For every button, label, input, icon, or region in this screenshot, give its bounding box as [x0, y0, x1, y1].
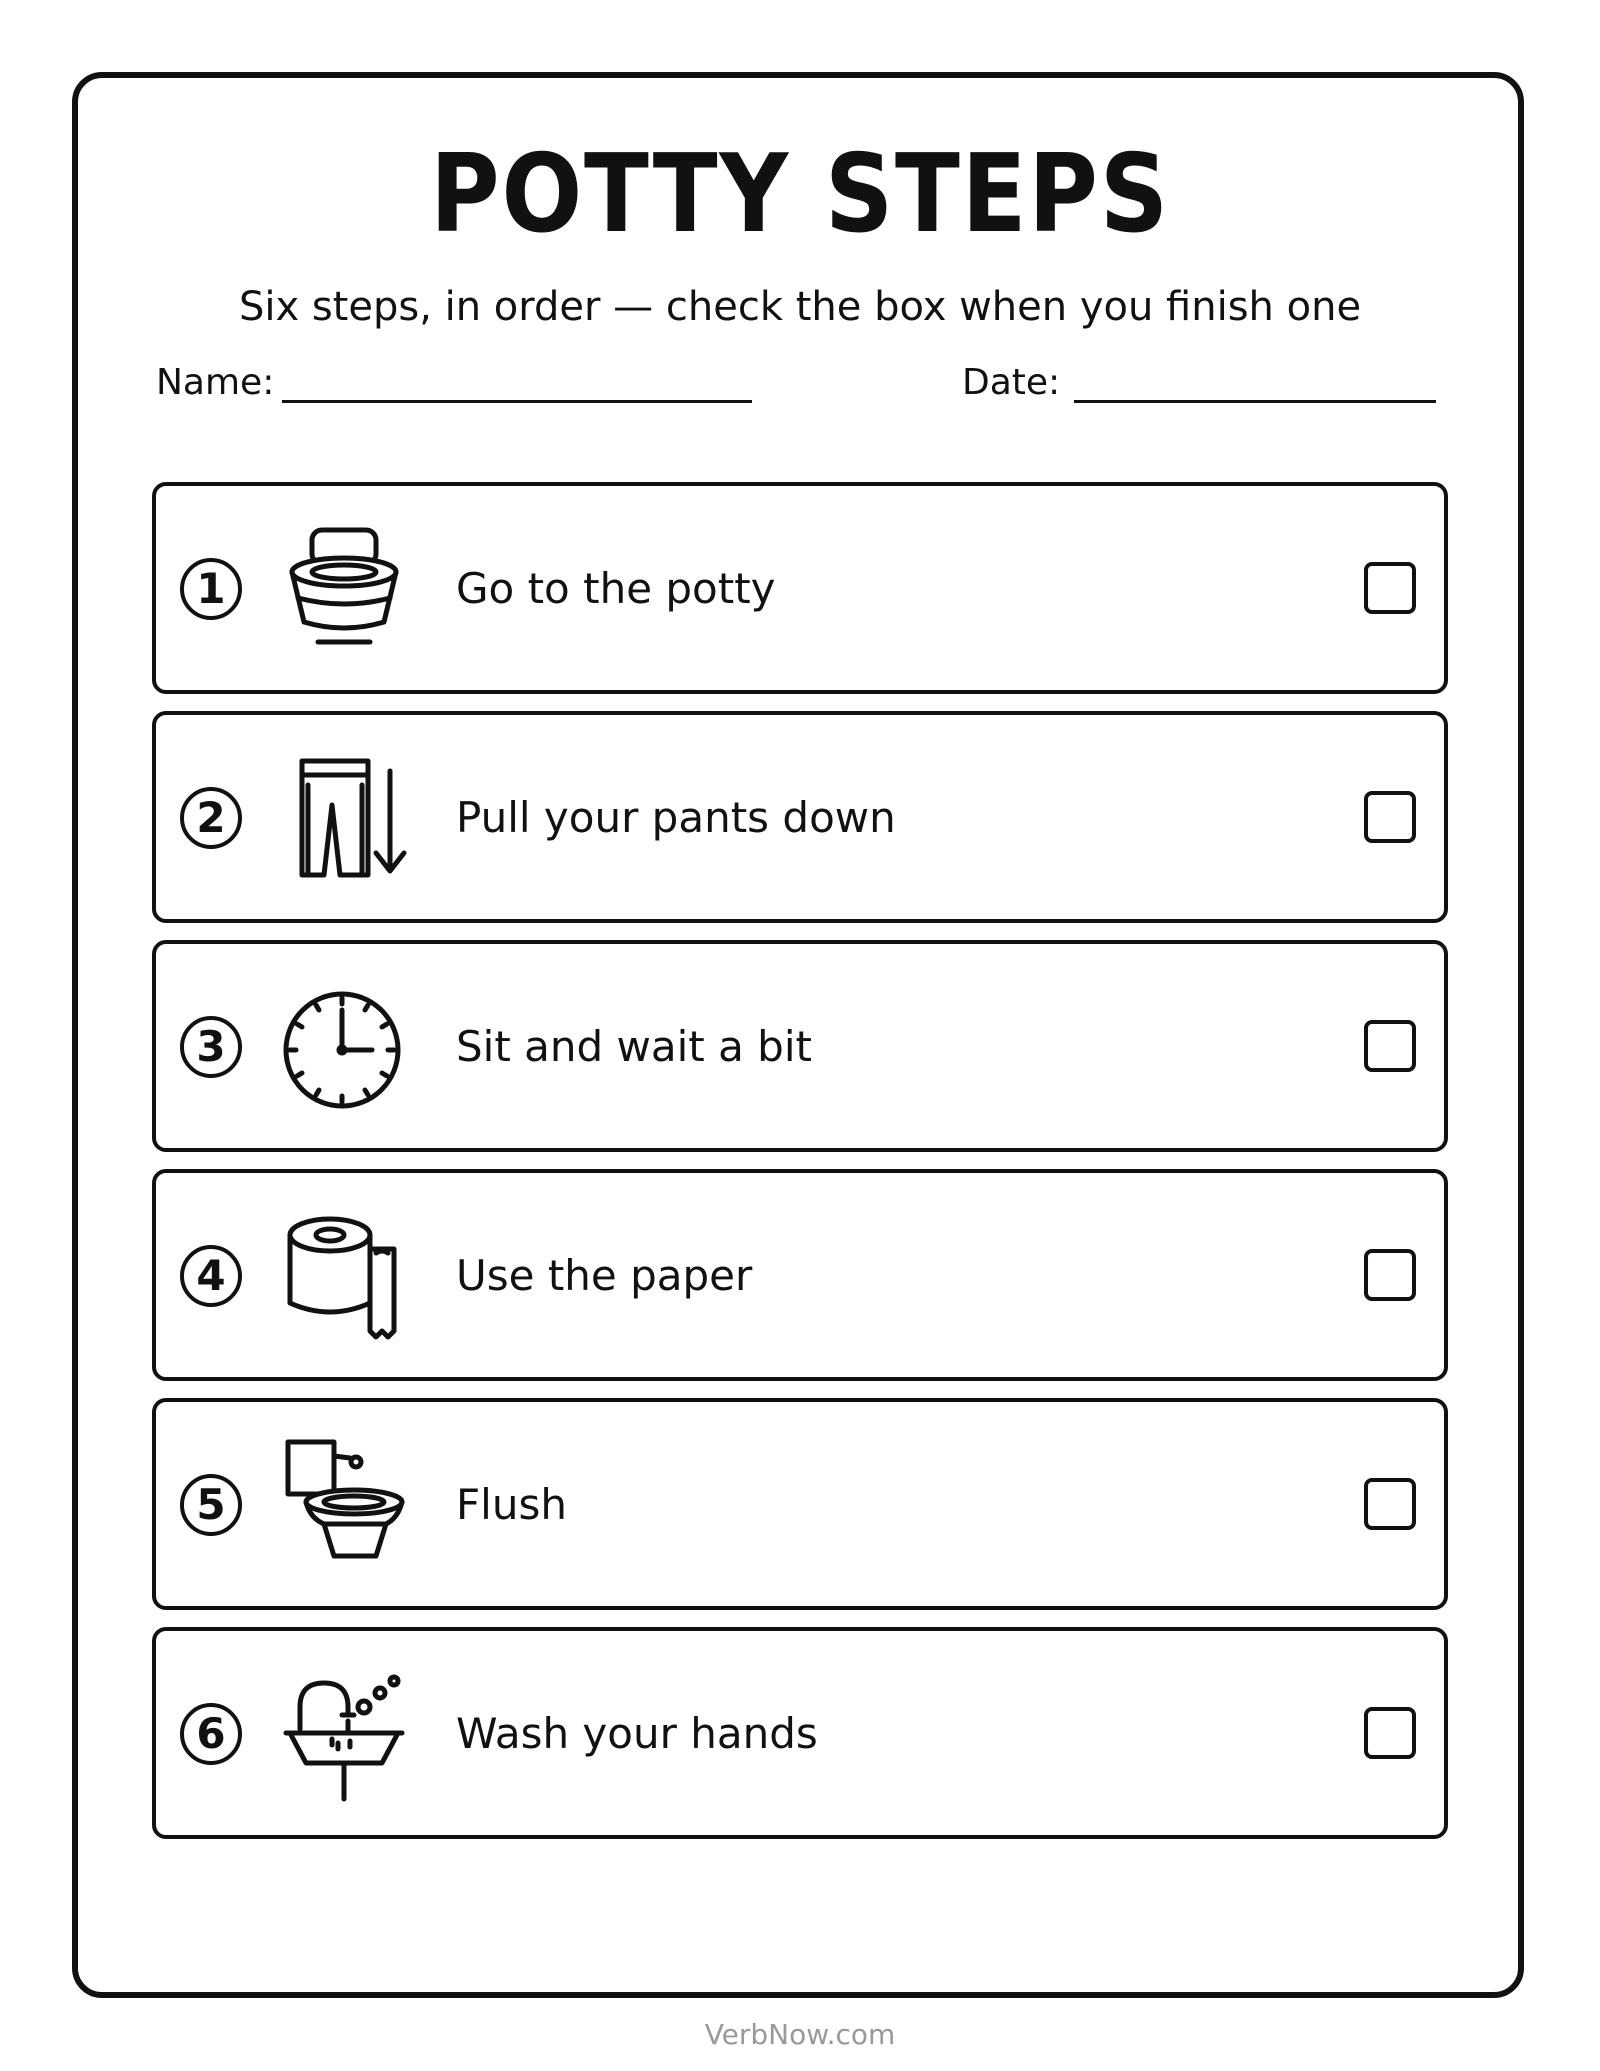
step-row: [152, 1398, 1448, 1610]
name-label: Name:: [156, 362, 275, 403]
step-checkbox[interactable]: [1364, 791, 1416, 843]
step-row: [152, 940, 1448, 1152]
step-label: Pull your pants down: [456, 792, 896, 842]
page-title: POTTY STEPS: [430, 132, 1170, 257]
flush-toilet-icon: [280, 1438, 420, 1578]
date-field[interactable]: [1074, 400, 1436, 403]
toilet-paper-icon: [280, 1209, 420, 1349]
footer-site-credit: VerbNow.com: [704, 2018, 896, 2051]
potty-icon: [280, 522, 420, 662]
step-number: 1: [180, 558, 242, 620]
step-checkbox[interactable]: [1364, 1249, 1416, 1301]
step-number: 5: [180, 1474, 242, 1536]
step-number: 4: [180, 1245, 242, 1307]
step-label: Sit and wait a bit: [456, 1021, 812, 1071]
step-row: [152, 482, 1448, 694]
step-checkbox[interactable]: [1364, 562, 1416, 614]
step-row: [152, 1627, 1448, 1839]
step-number: 2: [180, 787, 242, 849]
page-subtitle: Six steps, in order — check the box when you finish one: [238, 284, 1362, 330]
date-label: Date:: [962, 362, 1061, 403]
step-label: Go to the potty: [456, 563, 776, 613]
step-label: Wash your hands: [456, 1708, 818, 1758]
step-number: 6: [180, 1703, 242, 1765]
step-label: Use the paper: [456, 1250, 753, 1300]
clock-icon: [280, 980, 420, 1120]
pants-down-icon: [280, 751, 420, 891]
step-checkbox[interactable]: [1364, 1707, 1416, 1759]
step-row: [152, 1169, 1448, 1381]
step-label: Flush: [456, 1479, 567, 1529]
step-checkbox[interactable]: [1364, 1478, 1416, 1530]
step-number: 3: [180, 1016, 242, 1078]
name-field[interactable]: [282, 400, 752, 403]
wash-hands-icon: [280, 1667, 420, 1807]
step-row: [152, 711, 1448, 923]
step-checkbox[interactable]: [1364, 1020, 1416, 1072]
